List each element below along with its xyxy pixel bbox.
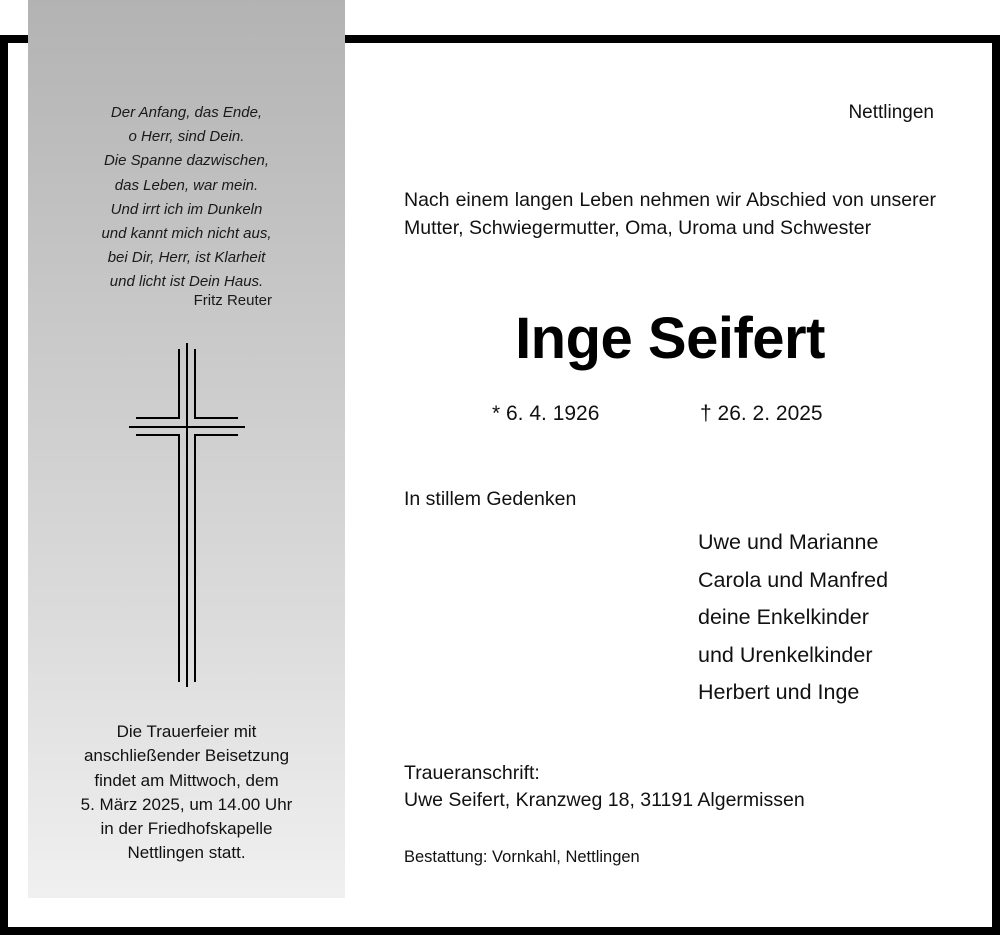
cross-icon <box>120 340 254 692</box>
ceremony-info <box>28 720 345 866</box>
ceremony-line: 5. März 2025, um 14.00 Uhr <box>80 794 293 814</box>
poem-line: Und irrt ich im Dunkeln <box>110 200 263 218</box>
mourner: deine Enkelkinder <box>698 605 869 630</box>
mourning-address: Uwe Seifert, Kranzweg 18, 31191 Algermissen <box>404 789 805 811</box>
remembrance-text: In stillem Gedenken <box>404 488 577 510</box>
ceremony-line: Die Trauerfeier mit <box>116 722 257 741</box>
poem-line: das Leben, war mein. <box>114 176 259 194</box>
birth-date: * 6. 4. 1926 <box>492 402 600 425</box>
poem-line: und kannt mich nicht aus, <box>101 225 272 243</box>
ceremony-line: anschließender Beisetzung <box>83 746 290 766</box>
mourner: Carola und Manfred <box>698 567 889 592</box>
intro-text: Nach einem langen Leben nehmen wir Abschied von unserer Mutter, Schwiegermutter, Oma, Uroma und Schwester <box>404 189 936 239</box>
poem-line: o Herr, sind Dein. <box>128 128 245 146</box>
deceased-name: Inge Seifert <box>515 306 825 371</box>
mourner: Herbert und Inge <box>698 680 860 705</box>
poem-author: Fritz Reuter <box>193 292 272 309</box>
poem-line: Der Anfang, das Ende, <box>110 104 263 121</box>
ceremony-line: in der Friedhofskapelle <box>100 819 273 839</box>
ceremony-line: findet am Mittwoch, dem <box>94 770 279 790</box>
mourner: Uwe und Marianne <box>698 530 879 554</box>
poem-line: bei Dir, Herr, ist Klarheit <box>107 249 266 267</box>
poem <box>28 101 345 295</box>
mourners-list <box>698 524 888 712</box>
address-label: Traueranschrift: <box>404 762 540 784</box>
ceremony-line: Nettlingen statt. <box>127 843 246 863</box>
death-date: † 26. 2. 2025 <box>700 402 823 425</box>
funeral-home: Bestattung: Vornkahl, Nettlingen <box>404 848 640 866</box>
mourner: und Urenkelkinder <box>698 642 873 667</box>
place: Nettlingen <box>848 102 934 123</box>
poem-line: und licht ist Dein Haus. <box>109 273 264 291</box>
poem-line: Die Spanne dazwischen, <box>103 152 270 170</box>
